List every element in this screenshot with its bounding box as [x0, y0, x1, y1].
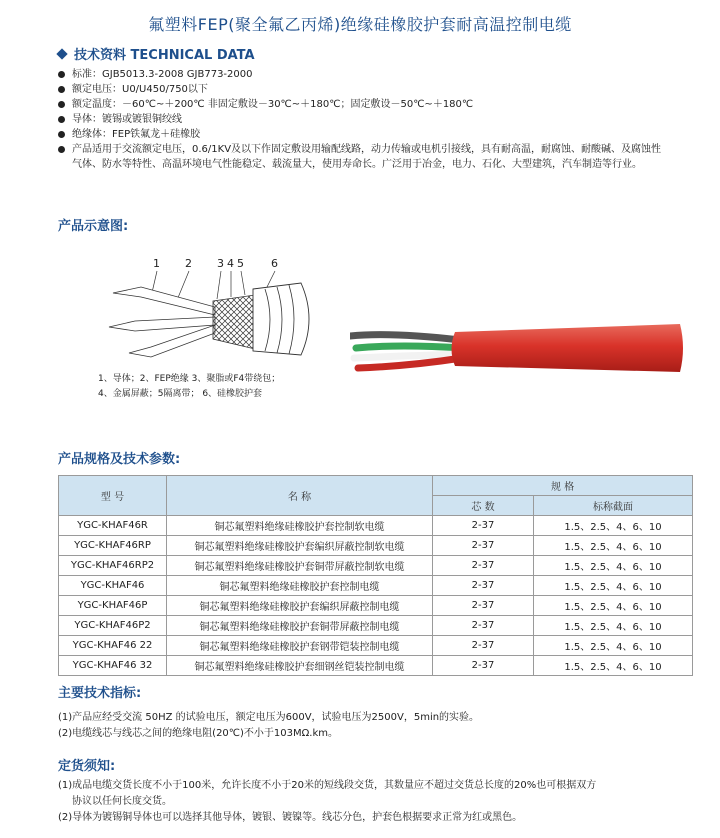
order-notes-list: [58, 778, 698, 826]
table-row: YGC-KHAF46RP 铜芯氟塑料绝缘硅橡胶护套编织屏蔽控制软电缆 2-37 1.5、2.5、4、6、10: [59, 536, 693, 556]
order-heading: 定货须知:: [58, 759, 116, 774]
diagram-label-1: 1: [153, 257, 160, 270]
order-note-item: 协议以任何长度交货。: [72, 796, 172, 807]
section-header: 标称截面: [534, 496, 693, 516]
diagram-label-2: 2: [185, 257, 192, 270]
page-title: 氟塑料FEP(聚全氟乙丙烯)绝缘硅橡胶护套耐高温控制电缆: [148, 15, 572, 34]
bullet-icon: [58, 131, 65, 138]
table-row: YGC-KHAF46 22 铜芯氟塑料绝缘硅橡胶护套钢带铠装控制电缆 2-37 1.5、2.5、4、6、10: [59, 636, 693, 656]
spec-item: 额定温度：－60℃~＋200℃ 非固定敷设－30℃~＋180℃；固定敷设－50℃~＋180℃: [58, 97, 668, 112]
diagram-label-6: 6: [271, 257, 278, 270]
cable-photo: [350, 318, 685, 378]
order-note-item: (1)成品电缆交货长度不小于100米，允许长度不小于20米的短线段交货，其数量应不超过交货总长度的20%也可根据双方: [58, 780, 597, 791]
spec-list: [58, 67, 668, 172]
diagram-caption: 1、导体；2、FEP绝缘 3、聚脂或F4带绕包； 4、金属屏蔽；5隔离带； 6、硅橡胶护套: [98, 374, 281, 399]
bullet-icon: [58, 71, 65, 78]
order-note-item: (2)导体为镀锡铜导体也可以选择其他导体，镀银、镀镍等。线芯分色，护套色根据要求正常为红或黑色。: [58, 812, 523, 823]
table-heading: 产品规格及技术参数:: [58, 452, 181, 467]
spec-header: 规 格: [433, 476, 693, 496]
spec-item: 标准：GJB5013.3-2008 GJB773-2000: [58, 67, 668, 82]
tech-index-item: (2)电缆线芯与线芯之间的绝缘电阻(20℃)不小于103MΩ.km。: [58, 728, 338, 739]
diagram-label-3: 3: [217, 257, 224, 270]
spec-item: 产品适用于交流额定电压，0.6/1KV及以下作固定敷设用输配线路，动力传输或电机引接线，具有耐高温，耐腐蚀、耐酸碱、及腐蚀性气体、防水等特性、高温环境电气性能稳定、载流量大，使用寿命长。广泛用于冶金，电力、石化、大型建筑，汽车制造等行业。: [58, 142, 668, 172]
model-header: 型 号: [59, 476, 167, 516]
table-header-row: [59, 476, 693, 496]
spec-item: 绝缘体：FEP铁氟龙＋硅橡胶: [58, 127, 668, 142]
technical-data-heading-text: 技术资料 TECHNICAL DATA: [74, 48, 255, 63]
cores-header: 芯 数: [433, 496, 534, 516]
bullet-icon: [58, 146, 65, 153]
spec-table: [58, 475, 693, 676]
table-row: YGC-KHAF46P2 铜芯氟塑料绝缘硅橡胶护套铜带屏蔽控制电缆 2-37 1.5、2.5、4、6、10: [59, 616, 693, 636]
bullet-icon: [58, 101, 65, 108]
diagram-heading: 产品示意图:: [58, 219, 129, 234]
tech-index-list: [58, 710, 698, 742]
diamond-bullet-icon: [56, 48, 67, 59]
tech-index-item: (1)产品应经受交流 50HZ 的试验电压，额定电压为600V，试验电压为2500V，5min的实验。: [58, 712, 480, 723]
table-row: YGC-KHAF46 32 铜芯氟塑料绝缘硅橡胶护套细钢丝铠装控制电缆 2-37 1.5、2.5、4、6、10: [59, 656, 693, 676]
diagram-label-5: 5: [237, 257, 244, 270]
bullet-icon: [58, 86, 65, 93]
name-header: 名 称: [167, 476, 433, 516]
cable-structure-diagram: [105, 255, 325, 367]
table-row: YGC-KHAF46R 铜芯氟塑料绝缘硅橡胶护套控制软电缆 2-37 1.5、2.5、4、6、10: [59, 516, 693, 536]
technical-data-heading: [58, 44, 255, 63]
diagram-label-4: 4: [227, 257, 234, 270]
spec-item: 导体：镀锡或镀银铜绞线: [58, 112, 668, 127]
tech-index-heading: 主要技术指标:: [58, 686, 142, 701]
bullet-icon: [58, 116, 65, 123]
table-row: YGC-KHAF46P 铜芯氟塑料绝缘硅橡胶护套编织屏蔽控制电缆 2-37 1.5、2.5、4、6、10: [59, 596, 693, 616]
table-row: YGC-KHAF46 铜芯氟塑料绝缘硅橡胶护套控制电缆 2-37 1.5、2.5、4、6、10: [59, 576, 693, 596]
table-row: YGC-KHAF46RP2 铜芯氟塑料绝缘硅橡胶护套铜带屏蔽控制软电缆 2-37 1.5、2.5、4、6、10: [59, 556, 693, 576]
spec-item: 额定电压：U0/U450/750以下: [58, 82, 668, 97]
